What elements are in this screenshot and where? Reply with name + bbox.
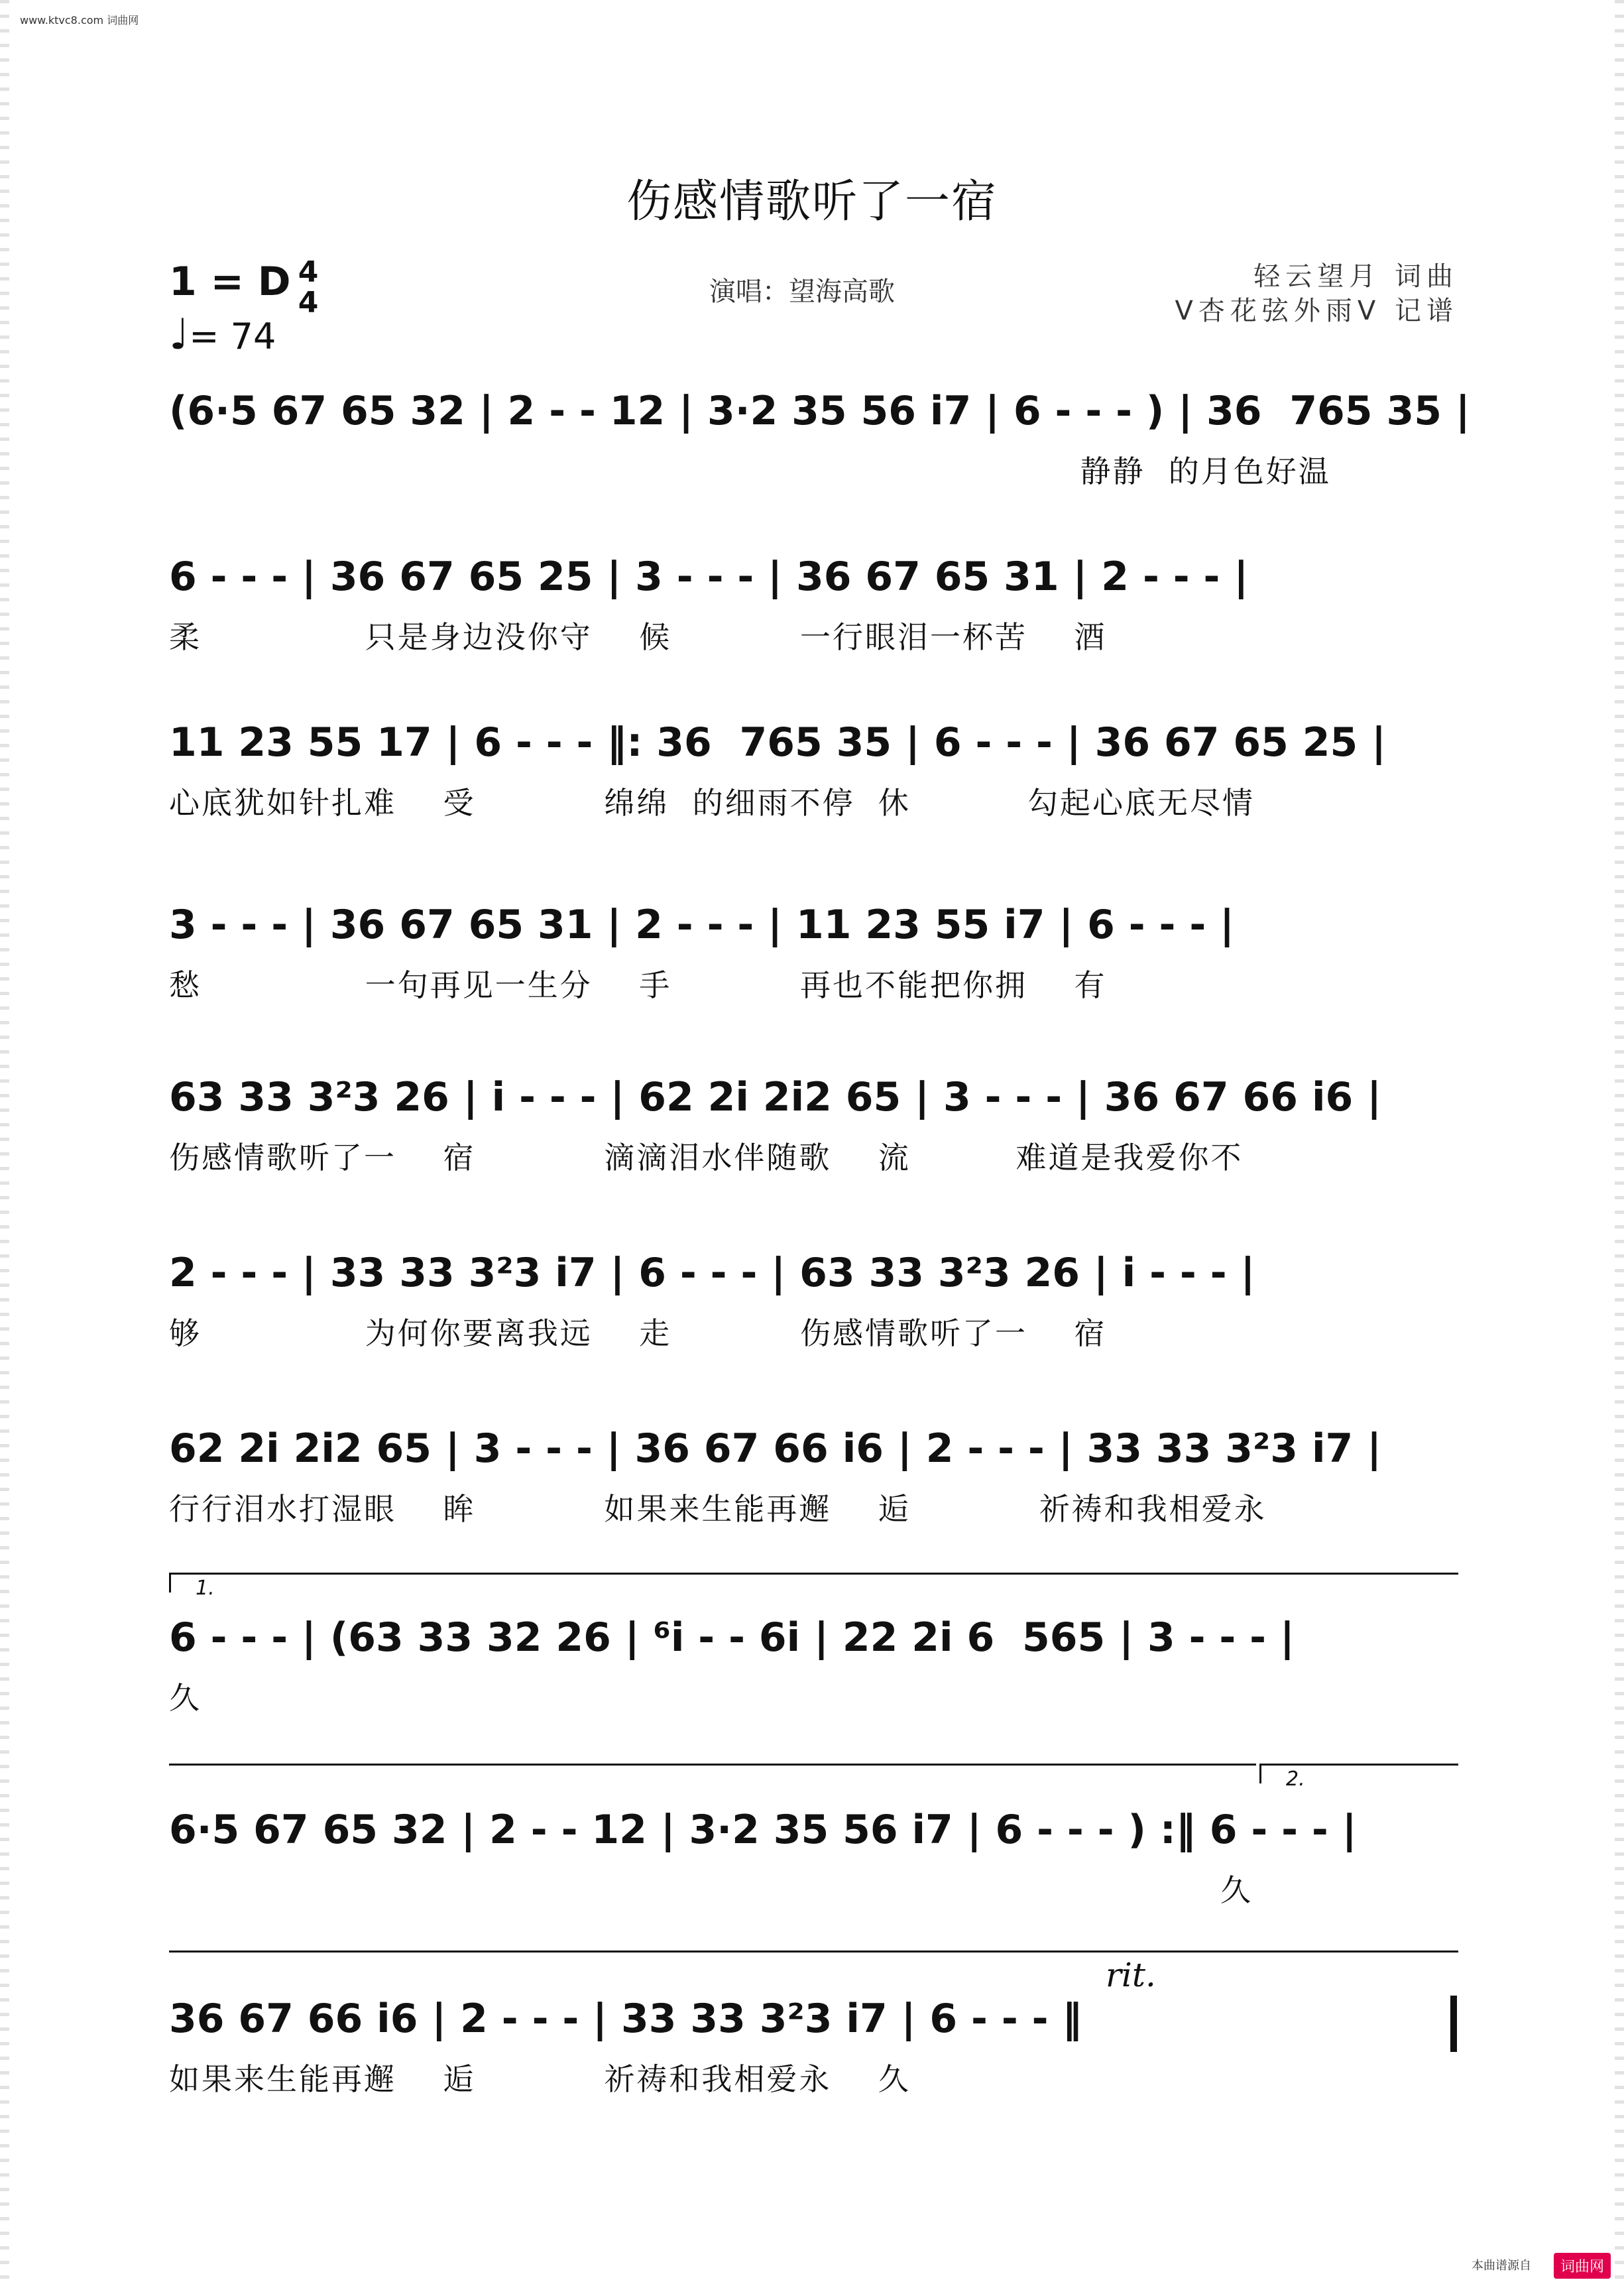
site-url[interactable]: www.ktvc8.com 词曲网 xyxy=(20,14,139,27)
lyrics-line: 心底犹如针扎难 受 绵绵 的细雨不停 休 勾起心底无尽情 xyxy=(169,785,1255,821)
notes-line: 2 - - - | 33 33 3²3 i7 | 6 - - - | 63 33 3²3 26 | i - - - | xyxy=(169,1250,1255,1296)
site-logo[interactable]: 词曲网 xyxy=(1554,2253,1611,2279)
lyrics-line: 柔 只是身边没你守 候 一行眼泪一杯苦 酒 xyxy=(169,619,1107,655)
notes-line: 3 - - - | 36 67 65 31 | 2 - - - | 11 23 55 i7 | 6 - - - | xyxy=(169,902,1235,948)
transcriber-credit: V杏花弦外雨V 记谱 xyxy=(1175,296,1458,326)
song-title: 伤感情歌听了一宿 xyxy=(626,176,998,228)
singer-credit: 演唱：望海高歌 xyxy=(709,276,895,307)
time-signature-top: 4 xyxy=(298,255,319,289)
volta-bracket-continuation xyxy=(169,1764,1256,1766)
notes-line: (6·5 67 65 32 | 2 - - 12 | 3·2 35 56 i7 | 6 - - - ) | 36 765 35 | xyxy=(169,388,1470,434)
left-decorative-strip xyxy=(0,0,9,2284)
quarter-note-icon: ♩ xyxy=(169,310,190,359)
lyrics-line: 久 xyxy=(169,1872,1253,1908)
ritardando-marking: rit. xyxy=(1106,1956,1156,1994)
notes-line: 6 - - - | 36 67 65 25 | 3 - - - | 36 67 65 31 | 2 - - - | xyxy=(169,554,1249,600)
notes-line: 63 33 3²3 26 | i - - - | 62 2i 2i2 65 | 3 - - - | 36 67 66 i6 | xyxy=(169,1074,1382,1120)
lyrics-line: 静静 的月色好温 xyxy=(169,453,1331,489)
notes-line: 6·5 67 65 32 | 2 - - 12 | 3·2 35 56 i7 | 6 - - - ) :‖ 6 - - - | xyxy=(169,1807,1357,1853)
volta-bracket-1 xyxy=(169,1573,1458,1575)
volta-bracket-1-tick xyxy=(169,1573,171,1593)
lyricist-composer-credit: 轻云望月 词曲 xyxy=(1253,261,1458,292)
time-signature-bottom: 4 xyxy=(298,286,319,320)
notes-line: 36 67 66 i6 | 2 - - - | 33 33 3²3 i7 | 6 - - - ‖ xyxy=(169,1996,1082,2042)
notes-line: 6 - - - | (63 33 32 26 | ⁶i - - 6i | 22 2i 6 565 | 3 - - - | xyxy=(169,1614,1295,1661)
lyrics-line: 久 xyxy=(169,1680,202,1716)
lyrics-line: 愁 一句再见一生分 手 再也不能把你拥 有 xyxy=(169,967,1107,1003)
notes-line: 11 23 55 17 | 6 - - - ‖: 36 765 35 | 6 - - - | 36 67 65 25 | xyxy=(169,719,1387,766)
lyrics-line: 够 为何你要离我远 走 伤感情歌听了一 宿 xyxy=(169,1315,1107,1351)
volta-bracket-continuation-2 xyxy=(169,1951,1458,1953)
right-decorative-strip xyxy=(1615,0,1624,2284)
notes-line: 62 2i 2i2 65 | 3 - - - | 36 67 66 i6 | 2 - - - | 33 33 3²3 i7 | xyxy=(169,1425,1382,1472)
key-signature: 1 = D xyxy=(169,259,291,305)
tempo-marking xyxy=(169,310,276,359)
volta-bracket-2-tick xyxy=(1259,1764,1261,1783)
lyrics-line: 行行泪水打湿眼 眸 如果来生能再邂 逅 祈祷和我相爱永 xyxy=(169,1491,1267,1527)
lyrics-line: 伤感情歌听了一 宿 滴滴泪水伴随歌 流 难道是我爱你不 xyxy=(169,1140,1244,1175)
tempo-value: = 74 xyxy=(189,316,276,357)
volta-label-1: 1. xyxy=(196,1577,215,1600)
volta-label-2: 2. xyxy=(1286,1768,1305,1791)
time-signature xyxy=(292,257,325,318)
footer-source-text: 本曲谱源自 xyxy=(1472,2259,1531,2273)
lyrics-line: 如果来生能再邂 逅 祈祷和我相爱永 久 xyxy=(169,2061,911,2097)
volta-bracket-2 xyxy=(1259,1764,1458,1766)
final-barline xyxy=(1450,1996,1457,2052)
